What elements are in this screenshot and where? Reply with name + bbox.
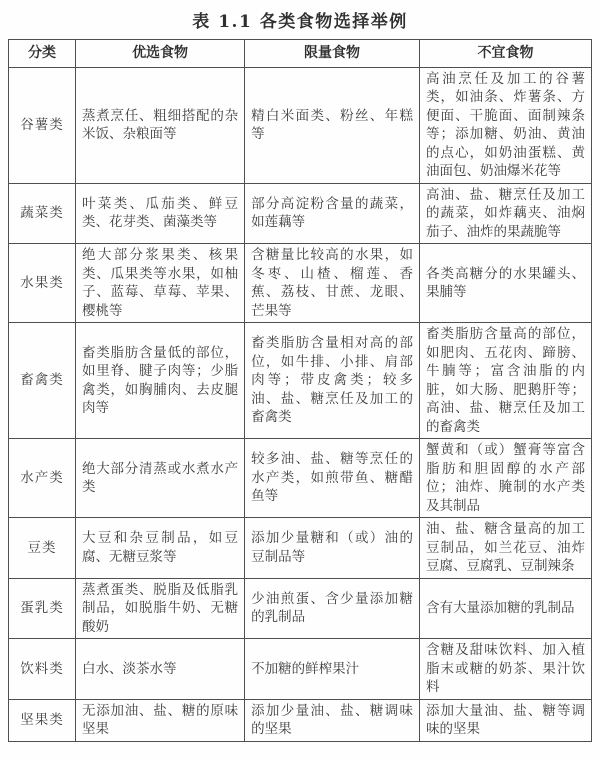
cell-limited: 不加糖的鲜榨果汁 [245,639,420,700]
cell-preferred: 白水、淡茶水等 [76,639,245,700]
cell-category: 水产类 [9,439,76,518]
cell-category: 畜禽类 [9,323,76,439]
cell-preferred: 蒸煮蛋类、脱脂及低脂乳制品，如脱脂牛奶、无糖酸奶 [76,578,245,639]
cell-avoid: 各类高糖分的水果罐头、果脯等 [419,244,591,323]
cell-limited: 添加少量糖和（或）油的豆制品等 [245,518,420,579]
table-row [9,699,592,741]
cell-avoid: 高油烹任及加工的谷薯类，如油条、炸薯条、方便面、干脆面、面制辣条等；添加糖、奶油、黄油的点心，如奶油蛋糕、黄油面包、奶油爆米花等 [419,67,591,183]
cell-category: 谷薯类 [9,67,76,183]
cell-avoid: 含糖及甜味饮料、加入植脂末或糖的奶茶、果汁饮料 [419,639,591,700]
cell-preferred: 绝大部分浆果类、核果类、瓜果类等水果，如柚子、蓝莓、草莓、苹果、樱桃等 [76,244,245,323]
cell-avoid: 高油、盐、糖烹任及加工的蔬菜，如炸藕夹、油焖茄子、油炸的果蔬脆等 [419,183,591,244]
cell-preferred: 蒸煮烹任、粗细搭配的杂米饭、杂粮面等 [76,67,245,183]
cell-avoid: 蟹黄和（或）蟹膏等富含脂肪和胆固醇的水产部位；油炸、腌制的水产类及其制品 [419,439,591,518]
table-row [9,323,592,439]
cell-avoid: 含有大量添加糖的乳制品 [419,578,591,639]
cell-limited: 含糖量比较高的水果，如冬枣、山楂、榴莲、香蕉、荔枝、甘蔗、龙眼、芒果等 [245,244,420,323]
header-category: 分类 [9,40,76,68]
cell-avoid: 油、盐、糖含量高的加工豆制品，如兰花豆、油炸豆腐、豆腐乳、豆制辣条 [419,518,591,579]
header-limited: 限量食物 [245,40,420,68]
cell-preferred: 叶菜类、瓜茄类、鲜豆类、花芽类、菌藻类等 [76,183,245,244]
cell-category: 坚果类 [9,699,76,741]
cell-category: 蔬菜类 [9,183,76,244]
header-avoid: 不宜食物 [419,40,591,68]
table-row [9,183,592,244]
cell-limited: 少油煎蛋、含少量添加糖的乳制品 [245,578,420,639]
cell-preferred: 畜类脂肪含量低的部位，如里脊、腱子肉等；少脂禽类，如胸脯肉、去皮腿肉等 [76,323,245,439]
cell-limited: 添加少量油、盐、糖调味的坚果 [245,699,420,741]
cell-category: 饮料类 [9,639,76,700]
food-selection-table [8,39,592,742]
cell-limited: 畜类脂肪含量相对高的部位，如牛排、小排、肩部肉等；带皮禽类；较多油、盐、糖烹任及加工的畜禽类 [245,323,420,439]
table-row [9,67,592,183]
cell-category: 豆类 [9,518,76,579]
cell-avoid: 添加大量油、盐、糖等调味的坚果 [419,699,591,741]
table-title: 表 1.1 各类食物选择举例 [192,12,408,32]
header-row [9,40,592,68]
cell-limited: 精白米面类、粉丝、年糕等 [245,67,420,183]
header-preferred: 优选食物 [76,40,245,68]
cell-preferred: 绝大部分清蒸或水煮水产类 [76,439,245,518]
cell-preferred: 大豆和杂豆制品，如豆腐、无糖豆浆等 [76,518,245,579]
cell-limited: 部分高淀粉含量的蔬菜，如莲藕等 [245,183,420,244]
cell-category: 水果类 [9,244,76,323]
table-row [9,244,592,323]
table-row [9,439,592,518]
cell-category: 蛋乳类 [9,578,76,639]
cell-avoid: 畜类脂肪含量高的部位，如肥肉、五花肉、蹄膀、牛腩等；富含油脂的内脏，如大肠、肥鹅肝等；高油、盐、糖烹任及加工的畜禽类 [419,323,591,439]
cell-limited: 较多油、盐、糖等烹任的水产类，如煎带鱼、糖醋鱼等 [245,439,420,518]
table-row [9,578,592,639]
cell-preferred: 无添加油、盐、糖的原味坚果 [76,699,245,741]
table-row [9,518,592,579]
table-row [9,639,592,700]
